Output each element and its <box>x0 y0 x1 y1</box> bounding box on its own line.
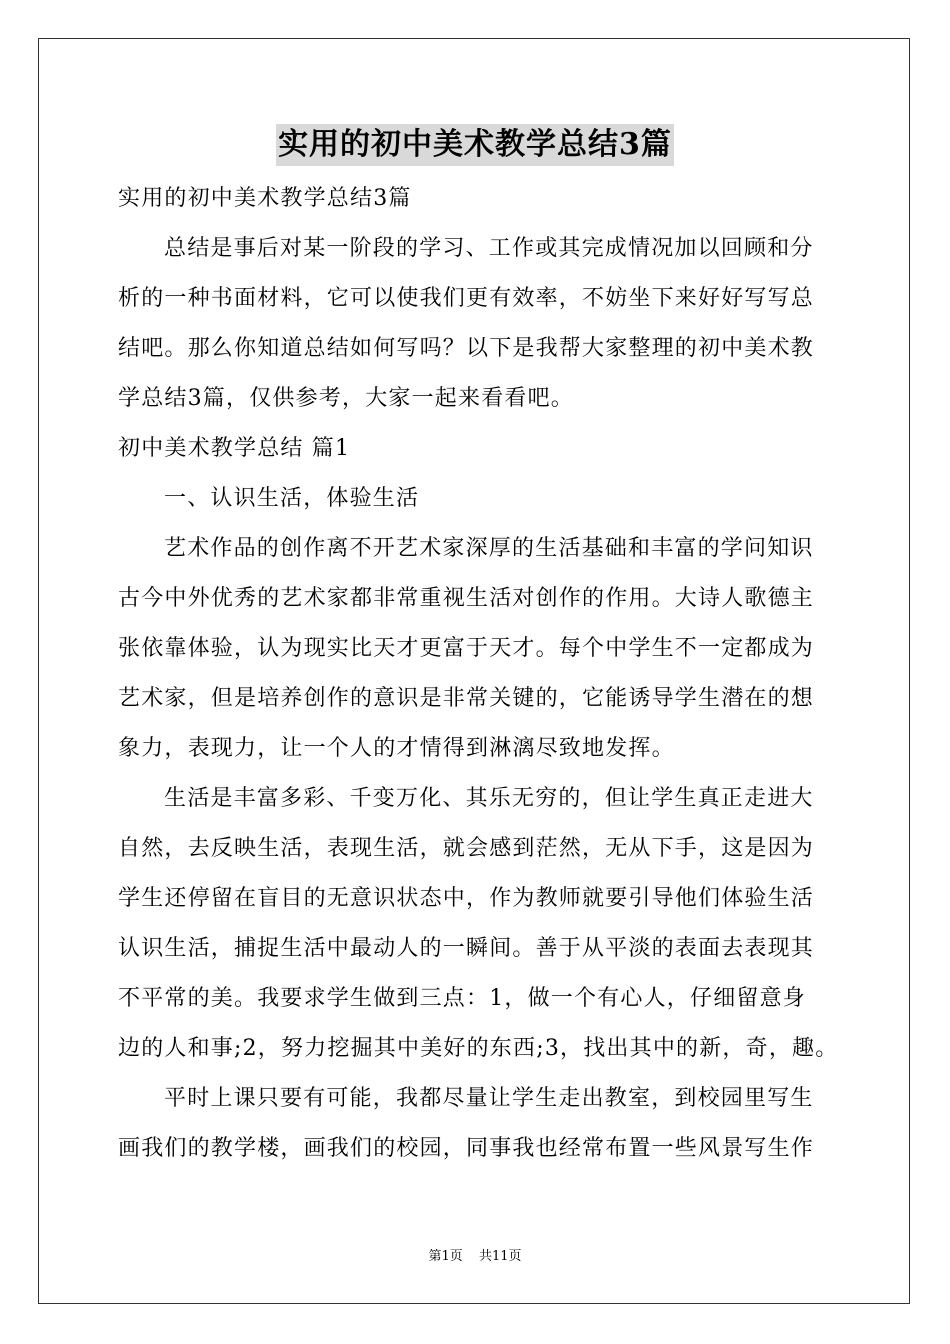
document-title: 实用的初中美术教学总结3篇 <box>276 124 674 166</box>
subtitle-line: 实用的初中美术教学总结3篇 <box>118 186 412 211</box>
paragraph-line: 边的人和事;2，努力挖掘其中美好的东西;3，找出其中的新，奇，趣。 <box>118 1036 839 1061</box>
subsection-heading: 一、认识生活，体验生活 <box>164 486 420 511</box>
paragraph-line: 艺术作品的创作离不开艺术家深厚的生活基础和丰富的学问知识 <box>164 536 814 561</box>
paragraph-line: 艺术家，但是培养创作的意识是非常关键的，它能诱导学生潜在的想 <box>118 686 815 711</box>
paragraph-line: 古今中外优秀的艺术家都非常重视生活对创作的作用。大诗人歌德主 <box>118 586 815 611</box>
page-footer <box>0 1248 950 1266</box>
paragraph-line: 学总结3篇，仅供参考，大家一起来看看吧。 <box>118 386 574 411</box>
page-frame <box>38 38 910 1304</box>
paragraph-line: 析的一种书面材料，它可以使我们更有效率，不妨坐下来好好写写总 <box>118 286 815 311</box>
paragraph-line: 自然，去反映生活，表现生活，就会感到茫然，无从下手，这是因为 <box>118 836 815 861</box>
page-total: 共11页 <box>478 1249 522 1264</box>
paragraph-line: 画我们的教学楼，画我们的校园，同事我也经常布置一些风景写生作 <box>118 1136 815 1161</box>
paragraph-line: 平时上课只要有可能，我都尽量让学生走出教室，到校园里写生 <box>164 1086 814 1111</box>
paragraph-line: 学生还停留在盲目的无意识状态中，作为教师就要引导他们体验生活 <box>118 886 815 911</box>
paragraph-line: 结吧。那么你知道总结如何写吗？以下是我帮大家整理的初中美术教 <box>118 336 815 361</box>
paragraph-line: 认识生活，捕捉生活中最动人的一瞬间。善于从平淡的表面去表现其 <box>118 936 815 961</box>
paragraph-line: 象力，表现力，让一个人的才情得到淋漓尽致地发挥。 <box>118 736 675 761</box>
paragraph-line: 总结是事后对某一阶段的学习、工作或其完成情况加以回顾和分 <box>164 236 814 261</box>
paragraph-line: 生活是丰富多彩、千变万化、其乐无穷的，但让学生真正走进大 <box>164 786 814 811</box>
section-heading: 初中美术教学总结 篇1 <box>118 436 351 461</box>
page-number: 第1页 <box>428 1249 463 1264</box>
title-block <box>0 124 950 166</box>
paragraph-line: 不平常的美。我要求学生做到三点：1，做一个有心人，仔细留意身 <box>118 986 806 1011</box>
paragraph-line: 张依靠体验，认为现实比天才更富于天才。每个中学生不一定都成为 <box>118 636 815 661</box>
